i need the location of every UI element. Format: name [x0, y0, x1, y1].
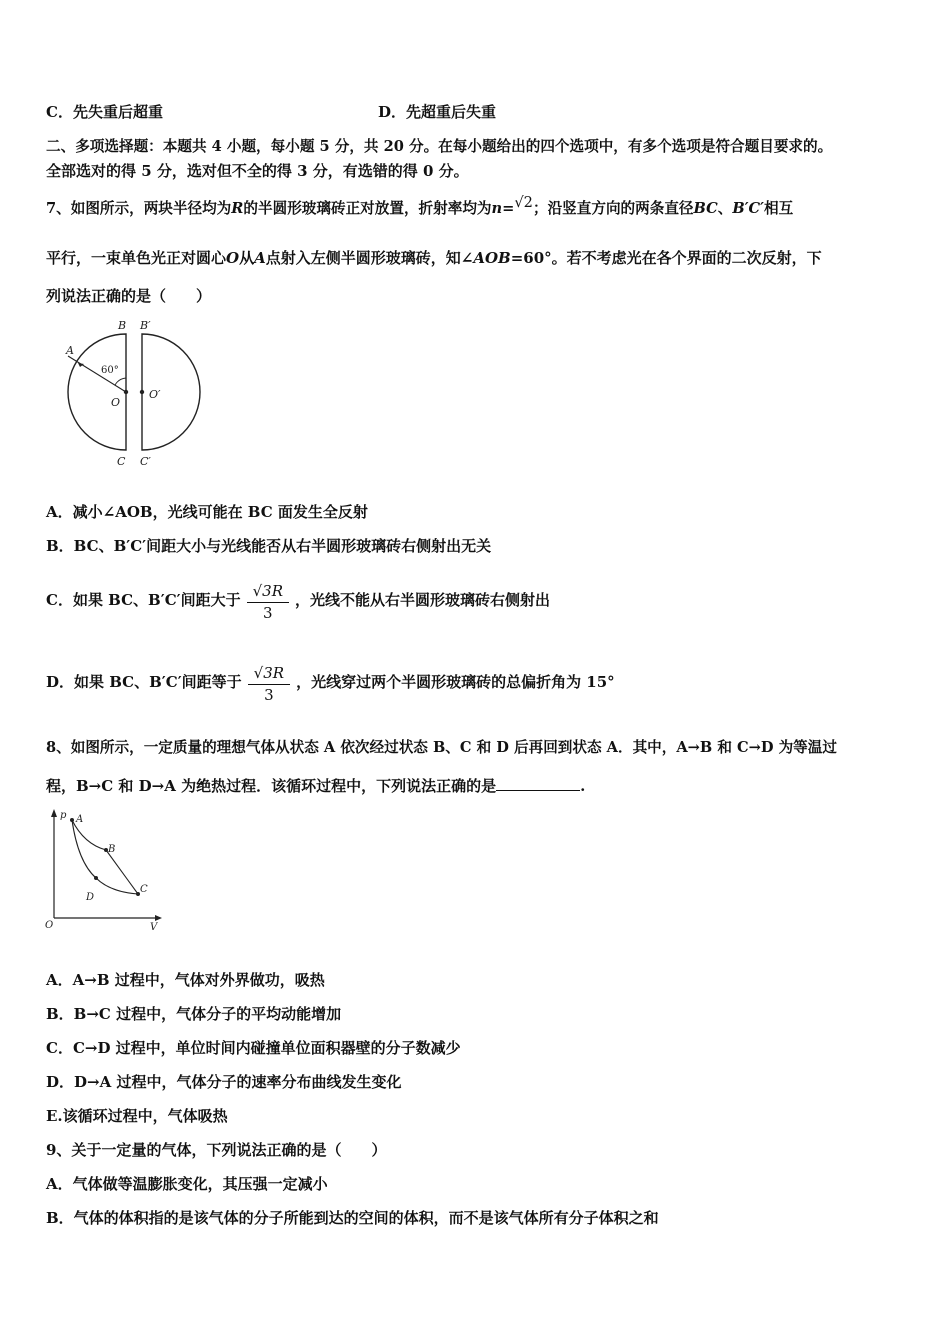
fig8-a: A	[76, 814, 84, 825]
section2-line2: 全部选对的得 5 分，选对但不全的得 3 分，有选错的得 0 分。	[46, 162, 469, 180]
q8-line2	[46, 776, 585, 796]
q7-line2	[46, 248, 822, 268]
answer-blank	[496, 776, 580, 791]
fig8-b: B	[108, 844, 116, 855]
prev-option-d: D．先超重后失重	[378, 103, 497, 121]
q7-option-c	[46, 576, 550, 624]
center-o	[124, 390, 128, 394]
fig8-c: C	[140, 884, 148, 895]
q8-pv-diagram	[44, 806, 168, 932]
q8-line2-text: 程，B→C 和 D→A 为绝热过程．该循环过程中，下列说法正确的是	[46, 777, 497, 795]
left-semicircle	[68, 334, 126, 450]
q9-line1: 9、关于一定量的气体，下列说法正确的是（ ）	[46, 1141, 387, 1159]
q7-bc2: B′C′	[732, 200, 765, 217]
fraction-c-den: 3	[263, 603, 273, 622]
point-a	[70, 818, 74, 822]
q7-option-d	[46, 658, 615, 706]
q8-line1: 8、如图所示，一定质量的理想气体从状态 A 依次经过状态 B、C 和 D 后再回到状态 A．其中，A→B 和 C→D 为等温过	[46, 739, 837, 756]
q7-text-4: 相互	[764, 200, 794, 217]
q7-option-c-post: ，光线不能从右半圆形玻璃砖右侧射出	[295, 591, 551, 609]
p-axis-arrow-icon	[51, 809, 57, 817]
q7-r: R	[231, 200, 244, 217]
fig7-label-o2: O′	[149, 388, 161, 401]
fig7-label-c2: C′	[140, 455, 151, 468]
q7-option-a: A．减小∠AOB，光线可能在 BC 面发生全反射	[46, 503, 368, 521]
fraction-d-num: √3R	[248, 662, 290, 685]
q8-option-e: E.该循环过程中，气体吸热	[46, 1107, 228, 1125]
prev-option-c: C．先失重后超重	[46, 103, 163, 121]
q7-text-2: 的半圆形玻璃砖正对放置，折射率均为	[243, 200, 492, 217]
q7-option-c-pre: C．如果 BC、B′C′间距大于	[46, 591, 241, 609]
q7-semicircle-figure	[52, 316, 212, 472]
center-o2	[140, 390, 144, 394]
q7-line3: 列说法正确的是（ ）	[46, 287, 212, 305]
fig8-p: p	[60, 810, 67, 821]
q7-text-7: 点射入左侧半圆形玻璃砖，知∠	[265, 249, 474, 267]
q7-option-d-pre: D．如果 BC、B′C′间距等于	[46, 673, 242, 691]
q7-bc: BC	[693, 200, 718, 217]
q7-text-1: 7、如图所示，两块半径均为	[46, 200, 232, 217]
q9-option-b: B．气体的体积指的是该气体的分子所能到达的空间的体积，而不是该气体所有分子体积之和	[46, 1209, 659, 1227]
q8-line2-end: .	[580, 777, 586, 795]
q9-option-a: A．气体做等温膨胀变化，其压强一定减小	[46, 1175, 328, 1193]
q7-option-d-post: ，光线穿过两个半圆形玻璃砖的总偏折角为 15°	[296, 673, 615, 691]
q7-o: O	[226, 249, 240, 267]
fraction-d-den: 3	[264, 685, 274, 704]
fraction-d	[248, 662, 290, 705]
fraction-c	[247, 580, 289, 623]
curve-da	[72, 820, 96, 878]
q8-option-b: B．B→C 过程中，气体分子的平均动能增加	[46, 1005, 342, 1023]
fig8-d: D	[86, 892, 95, 903]
q8-option-d: D．D→A 过程中，气体分子的速率分布曲线发生变化	[46, 1073, 402, 1091]
q7-a: A	[254, 249, 266, 267]
q7-n-label: n=	[491, 200, 515, 217]
q7-text-6: 从	[239, 249, 255, 267]
q8-option-a: A．A→B 过程中，气体对外界做功，吸热	[46, 971, 325, 989]
q7-text-8: =60°。若不考虑光在各个界面的二次反射，下	[510, 249, 822, 267]
q7-sep: 、	[717, 200, 733, 217]
fraction-c-num: √3R	[247, 580, 289, 603]
fig7-label-o: O	[111, 396, 121, 409]
q7-text-5: 平行，一束单色光正对圆心	[46, 249, 227, 267]
fig7-label-a: A	[66, 344, 74, 357]
fig7-label-b2: B′	[140, 319, 151, 332]
fig7-angle: 60°	[101, 365, 119, 376]
q8-option-c: C．C→D 过程中，单位时间内碰撞单位面积器壁的分子数减少	[46, 1039, 461, 1057]
q7-n-value: √2	[514, 194, 533, 211]
fig7-label-c: C	[117, 455, 126, 468]
fig8-v: V	[150, 922, 158, 932]
v-axis-arrow-icon	[155, 915, 162, 921]
q7-text-3: ；沿竖直方向的两条直径	[532, 200, 694, 217]
fig7-label-b: B	[118, 319, 127, 332]
q7-line1	[46, 194, 794, 219]
section2-line1: 二、多项选择题：本题共 4 小题，每小题 5 分，共 20 分。在每小题给出的四个选项中，有多个选项是符合题目要求的。	[46, 138, 833, 155]
q7-aob: AOB	[473, 249, 511, 267]
q7-option-b: B．BC、B′C′间距大小与光线能否从右半圆形玻璃砖右侧射出无关	[46, 537, 492, 555]
angle-arc	[115, 378, 126, 385]
point-d	[94, 876, 98, 880]
fig8-o: O	[45, 920, 54, 931]
